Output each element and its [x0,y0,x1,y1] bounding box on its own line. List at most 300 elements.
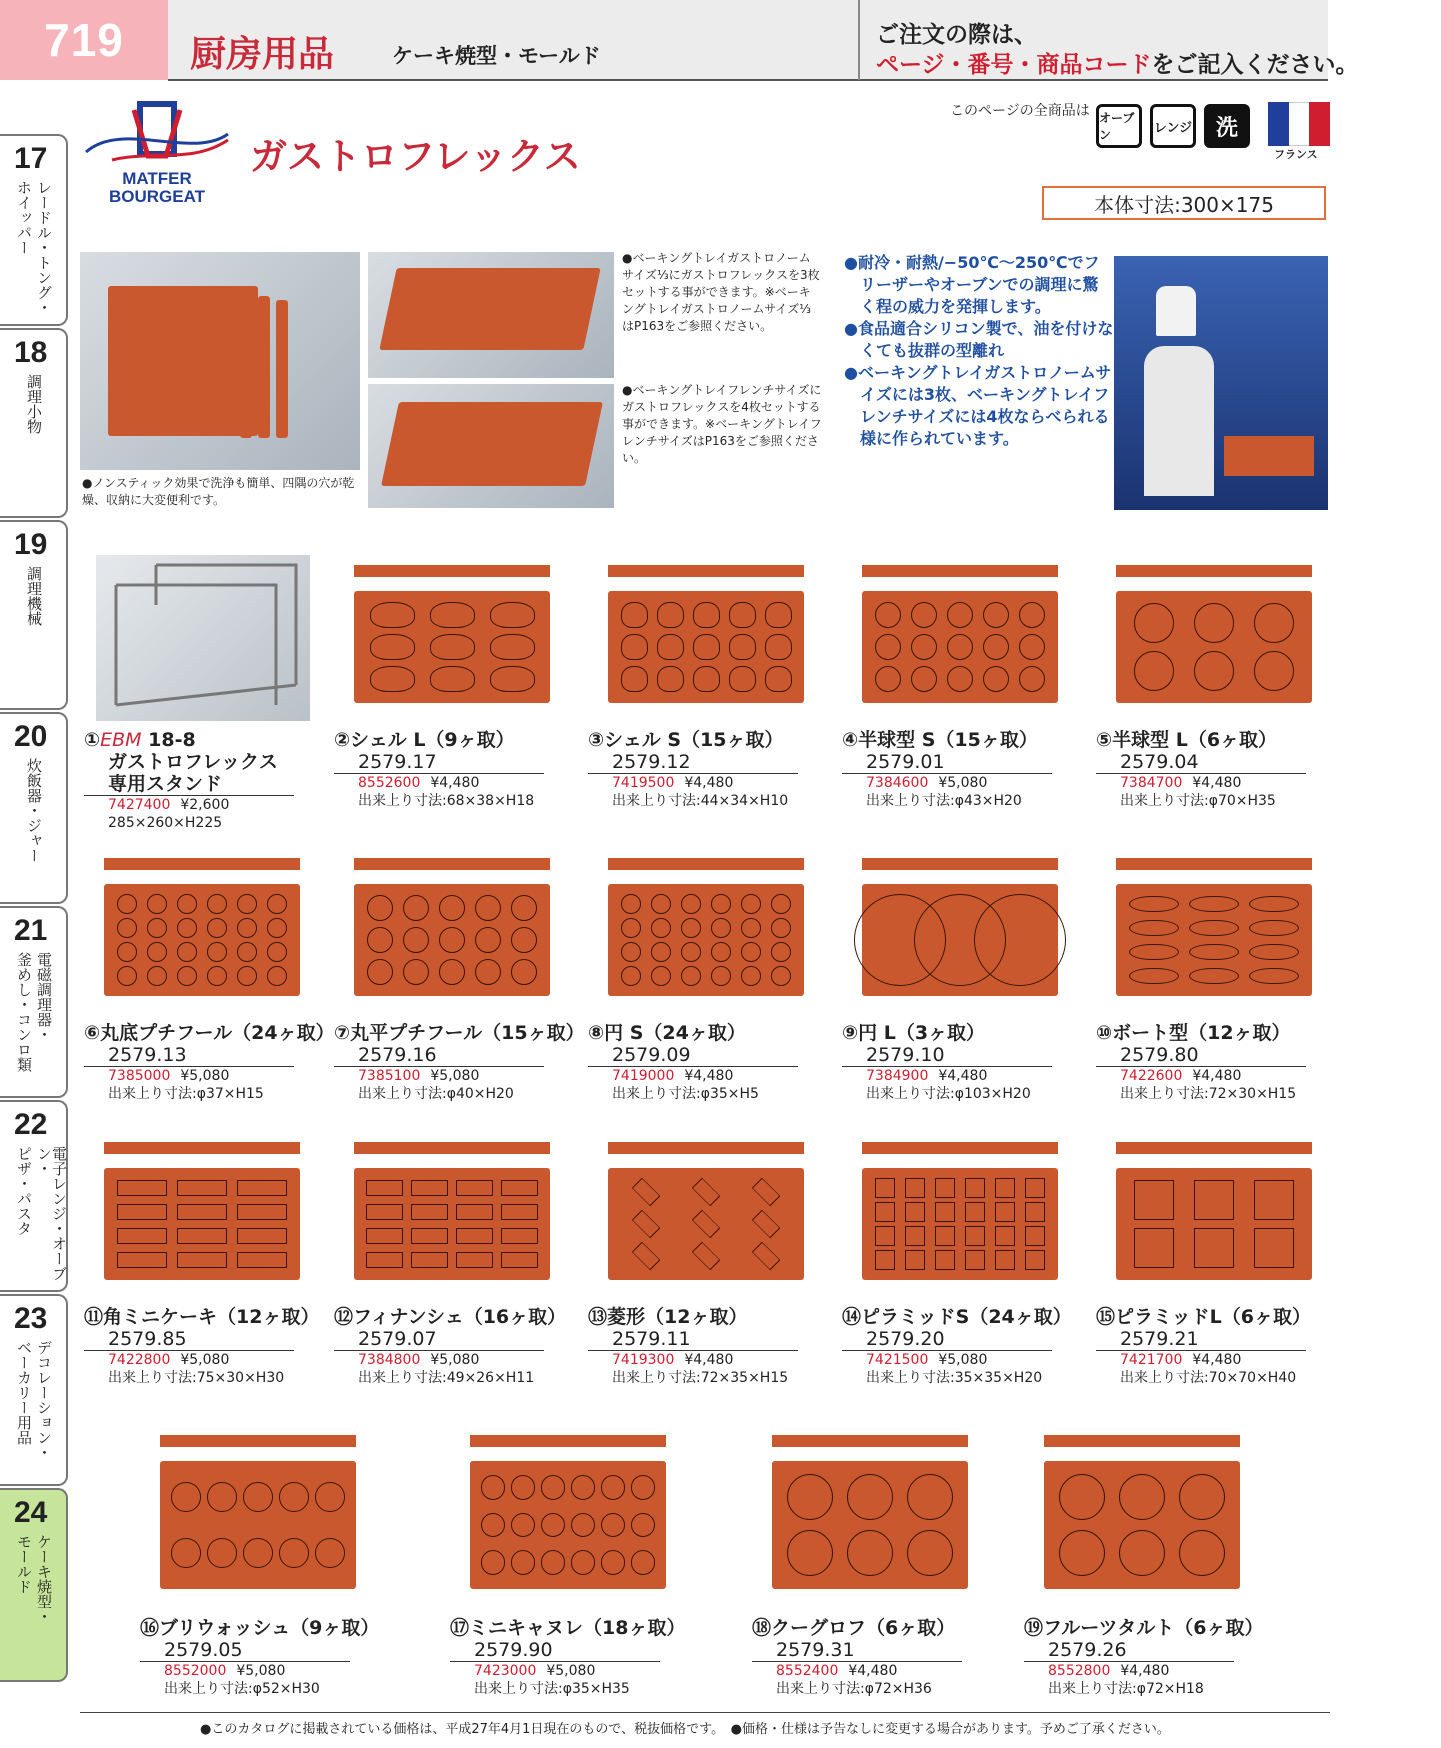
mold-cavity [501,1252,538,1269]
product-model: 2579.21 [1096,1328,1306,1351]
product-model: 専用スタンド [84,773,294,796]
product-dimensions: 出来上り寸法:φ103×H20 [866,1086,1031,1102]
mold-tray [1116,884,1312,996]
mold-cavity [632,1210,661,1239]
mold-cavity [1019,602,1045,628]
product-item [84,848,335,1103]
product-price: ¥4,480 [430,775,480,791]
mold-image [108,286,258,436]
product-title [334,1306,572,1328]
product-name: ミニキャヌレ（18ヶ取） [469,1617,686,1639]
tab-section-23[interactable] [0,1294,68,1486]
mold-cavity [875,666,901,692]
mold-cavity [771,918,791,938]
mold-cavity [1179,1530,1225,1576]
product-number: ④ [842,729,859,751]
product-item [450,1425,700,1698]
mold-cavity [207,1538,237,1568]
mold-cavity [681,894,701,914]
mold-cavity [741,942,761,962]
product-number: ⑪ [84,1306,104,1328]
product-dimensions: 出来上り寸法:70×70×H40 [1120,1370,1297,1386]
mold-cavity [935,1226,955,1246]
mold-cavity [657,634,684,660]
product-price-row [752,1662,1002,1680]
product-image [450,1425,700,1613]
product-item [588,848,826,1103]
mold-cavity [601,1550,626,1575]
product-model: 2579.26 [1024,1639,1234,1662]
mold-cavity [875,1178,895,1198]
product-name-line2: ガストロフレックス [108,751,278,773]
mold-cavity [965,1250,985,1270]
mold-cavity [693,634,720,660]
product-price: ¥4,480 [848,1663,898,1679]
mold-cavity [439,927,465,953]
mold-cavity [651,942,671,962]
product-price-row [1096,774,1334,792]
product-image [842,848,1080,1018]
tab-number: 17 [14,142,48,175]
product-image [588,555,826,725]
product-image [842,555,1080,725]
mold-cavity [651,894,671,914]
tab-number: 23 [14,1302,48,1335]
product-name: シェル L（9ヶ取） [350,729,515,751]
product-model: 2579.01 [842,751,1052,774]
mold-cavity [117,894,137,914]
product-price: ¥5,080 [236,1663,286,1679]
mold-cavity [741,966,761,986]
mold-tray [354,1168,550,1280]
product-code: 8552800 [1048,1663,1111,1679]
mold-cavity [177,1204,226,1221]
product-price: ¥4,480 [684,1068,734,1084]
mold-cavity [147,942,167,962]
product-title [842,729,1080,751]
tab-label-2: ピザ・パスタ [15,1146,33,1236]
mold-profile [608,565,804,577]
mold-cavity [1025,1250,1045,1270]
mold-cavity [651,918,671,938]
mold-cavity [935,1250,955,1270]
product-number: ① [84,729,101,751]
mold-cavity [571,1475,596,1500]
product-title [1096,1022,1334,1044]
mold-cavity [267,966,287,986]
product-code: 7422800 [108,1352,171,1368]
product-item [84,555,322,832]
tab-label-2: ホイッパー [15,180,33,255]
mold-cavity [490,666,535,692]
mold-cavity [692,1242,721,1271]
mold-cavity [1019,666,1045,692]
product-code: 8552400 [776,1663,839,1679]
mold-cavity [1025,1202,1045,1222]
mold-cavity [631,1513,656,1538]
product-code: 7384700 [1120,775,1183,791]
mold-profile [1116,1142,1312,1154]
tab-label-2: モールド [15,1534,33,1594]
mold-cavity [481,1475,506,1500]
product-name: シェル S（15ヶ取） [604,729,784,751]
product-code: 7422600 [1120,1068,1183,1084]
mold-cavity [693,602,720,628]
order-notice-highlight: ページ・番号・商品コード [876,52,1152,78]
page-category: 厨房用品 [190,34,335,75]
mold-cavity [631,1475,656,1500]
mold-cavity [657,602,684,628]
mold-cavity [117,918,137,938]
mold-cavity [366,1228,403,1245]
product-price-row [842,774,1080,792]
mold-image [276,300,288,438]
mold-cavity [1025,1178,1045,1198]
tab-number: 20 [14,720,48,753]
product-price-row [588,1351,826,1369]
tab-section-17[interactable] [0,134,68,326]
mold-cavity [511,1550,536,1575]
product-price: ¥5,080 [938,1352,988,1368]
mold-cavity [207,894,227,914]
mold-cavity [651,966,671,986]
chef-hat [1156,286,1196,336]
product-image [588,848,826,1018]
mold-cavity [267,942,287,962]
mold-cavity [243,1538,273,1568]
product-title [842,1022,1080,1044]
product-name: 菱形（12ヶ取） [607,1306,748,1328]
mold-cavity [207,966,227,986]
mold-image [258,296,270,438]
tab-section-18[interactable] [0,328,68,518]
product-model: 2579.05 [140,1639,350,1662]
mold-image [379,268,600,350]
mold-cavity [237,1252,286,1269]
mold-cavity [1025,1226,1045,1246]
french-caption: ●ベーキングトレイフレンチサイズにガストロフレックスを4枚セットする事ができます。※ベーキングトレイフレンチサイズはP163をご参照ください。 [622,383,822,465]
microwave-safe-icon: レンジ [1150,104,1196,148]
mold-cavity [681,918,701,938]
mold-tray [104,884,300,996]
mold-cavity [905,1202,925,1222]
product-name: クーグロフ（6ヶ取） [771,1617,956,1639]
mold-tray [862,591,1058,703]
product-image [84,1132,322,1302]
product-code: 7423000 [474,1663,537,1679]
product-model: 2579.04 [1096,751,1306,774]
mold-cavity [207,1482,237,1512]
product-price: ¥5,080 [430,1068,480,1084]
product-price: ¥5,080 [180,1068,230,1084]
mold-cavity [995,1178,1015,1198]
mold-image [240,292,252,438]
mold-cavity [771,942,791,962]
mold-cavity [501,1228,538,1245]
mold-cavity [237,1228,286,1245]
product-number: ⑮ [1096,1306,1116,1328]
mold-cavity [243,1482,273,1512]
tab-label-2: 釜めし・コンロ類 [15,952,33,1072]
product-code: 7421500 [866,1352,929,1368]
mold-cavity [541,1513,566,1538]
mold-profile [1116,858,1312,870]
mold-cavity [1254,603,1293,642]
mold-profile [354,565,550,577]
mold-cavity [965,1178,985,1198]
product-code: 8552000 [164,1663,227,1679]
product-model: 2579.10 [842,1044,1052,1067]
tab-section-19[interactable] [0,520,68,710]
product-item [842,848,1080,1103]
mold-cavity [490,634,535,660]
tab-section-24[interactable] [0,1488,68,1682]
product-title [588,1022,826,1044]
mold-cavity [511,927,537,953]
product-image [1096,848,1334,1018]
mold-cavity [177,1228,226,1245]
mold-cavity [403,927,429,953]
product-code: 7419500 [612,775,675,791]
mold-cavity [490,602,535,628]
tab-number: 18 [14,336,48,369]
mold-cavity [279,1538,309,1568]
product-name: 丸底プチフール（24ヶ取） [100,1022,335,1044]
mold-tray [772,1461,968,1589]
product-number: ② [334,729,351,751]
mold-cavity [657,666,684,692]
mold-cavity [177,1180,226,1197]
product-dimensions: 出来上り寸法:72×35×H15 [612,1370,789,1386]
mold-cavity [947,602,973,628]
mold-cavity [237,894,257,914]
product-dimensions: 出来上り寸法:68×38×H18 [358,793,535,809]
mold-profile [862,858,1058,870]
mold-cavity [207,942,227,962]
country-label: フランス [1274,148,1318,161]
mold-cavity [1129,968,1178,985]
mold-profile [1116,565,1312,577]
mold-tray [1044,1461,1240,1589]
mold-cavity [765,602,792,628]
mold-cavity [983,666,1009,692]
product-code: 7384800 [358,1352,421,1368]
footer-note: ●このカタログに掲載されている価格は、平成27年4月1日現在のもので、税抜価格です。 ●価格・仕様は予告なしに変更する場合があります。予めご了承ください。 [200,1722,1170,1737]
product-code: 7384900 [866,1068,929,1084]
mold-cavity [621,634,648,660]
product-price: ¥4,480 [684,1352,734,1368]
mold-cavity [1129,896,1178,913]
mold-cavity [729,666,756,692]
tab-section-20[interactable] [0,712,68,904]
product-number: ⑨ [842,1022,859,1044]
product-dimensions: 出来上り寸法:φ35×H5 [612,1086,759,1102]
product-number: ⑰ [450,1617,470,1639]
product-image [334,555,572,725]
mold-cavity [1059,1530,1105,1576]
mold-cavity [267,918,287,938]
product-item [1096,848,1334,1103]
mold-cavity [430,634,475,660]
mold-cavity [171,1538,201,1568]
product-image [1096,555,1334,725]
mold-cavity [875,1250,895,1270]
mold-cavity [621,894,641,914]
product-model: 2579.85 [84,1328,294,1351]
pastry-tray [1224,436,1314,476]
product-code: 7419300 [612,1352,675,1368]
mold-cavity [621,666,648,692]
mold-cavity [983,634,1009,660]
mold-cavity [621,942,641,962]
product-number: ⑫ [334,1306,354,1328]
tab-label: ケーキ焼型・ [35,1534,53,1624]
product-price-row [84,1351,322,1369]
product-model: 2579.80 [1096,1044,1306,1067]
product-item [588,555,826,810]
mold-cavity [911,666,937,692]
mold-cavity [905,1250,925,1270]
mold-cavity [771,966,791,986]
page-subcategory: ケーキ焼型・モールド [392,44,601,68]
mold-tray [160,1461,356,1589]
french-tray-photo [368,384,614,508]
mold-cavity [511,959,537,985]
product-price: ¥5,080 [938,775,988,791]
washable-icon: 洗 [1204,104,1250,148]
mold-cavity [1194,651,1233,690]
mold-cavity [1254,1180,1293,1219]
mold-cavity [632,1178,661,1207]
body-size-box: 本体寸法:300×175 [1042,186,1326,220]
order-notice-line1: ご注文の際は、 [876,22,1037,48]
mold-cavity [367,895,393,921]
product-price-row [334,1067,572,1085]
mold-cavity [741,918,761,938]
mold-tray [470,1461,666,1589]
mold-cavity [177,894,197,914]
product-price-row [84,1067,322,1085]
mold-cavity [456,1228,493,1245]
france-flag-icon [1268,102,1330,146]
tab-label: デコレーション・ [35,1340,53,1460]
mold-cavity [1254,651,1293,690]
footer-rule [80,1712,1330,1713]
product-item [334,555,572,810]
mold-cavity [621,966,641,986]
mold-cavity [1119,1474,1165,1520]
mold-cavity [456,1180,493,1197]
mold-cavity [601,1475,626,1500]
mold-cavity [367,959,393,985]
product-model: 2579.16 [334,1044,544,1067]
feature-item: ●耐冷・耐熱/−50℃〜250℃でフリーザーやオーブンでの調理に驚く程の威力を発揮します。 [844,253,1100,316]
product-model: 2579.13 [84,1044,294,1067]
product-image [96,555,310,721]
mold-cavity [237,1180,286,1197]
mold-cavity [177,1252,226,1269]
mold-cavity [117,942,137,962]
mold-cavity [771,894,791,914]
product-price: ¥5,080 [180,1352,230,1368]
mold-cavity [983,602,1009,628]
mold-cavity [847,1530,893,1576]
feature-list [844,252,1114,450]
mold-tray [608,884,804,996]
product-item [1024,1425,1274,1698]
mold-cavity [475,927,501,953]
mold-profile [608,1142,804,1154]
mold-cavity [237,1204,286,1221]
product-number: ⑧ [588,1022,605,1044]
mold-cavity [1119,1530,1165,1576]
tab-label: 調理機械 [25,566,43,626]
mold-tray [862,1168,1058,1280]
tab-section-22[interactable] [0,1100,68,1292]
gastronorm-tray-photo [368,252,614,378]
mold-cavity [117,1252,166,1269]
mold-profile [104,1142,300,1154]
product-title [588,729,826,751]
product-dimensions: 出来上り寸法:44×34×H10 [612,793,789,809]
mold-image [381,402,603,486]
product-number: ⑥ [84,1022,101,1044]
mold-cavity [511,895,537,921]
mold-cavity [1179,1474,1225,1520]
tab-section-21[interactable] [0,906,68,1098]
product-price-row [1024,1662,1274,1680]
mold-cavity [147,918,167,938]
product-code: 7384600 [866,775,929,791]
mold-cavity [621,602,648,628]
product-item [752,1425,1002,1698]
mold-cavity [117,1204,166,1221]
product-name: フルーツタルト（6ヶ取） [1043,1617,1264,1639]
mold-cavity [1189,968,1238,985]
product-name: 18-8 [141,729,196,751]
product-dimensions: 出来上り寸法:φ72×H18 [1048,1681,1204,1697]
product-model: 2579.20 [842,1328,1052,1351]
mold-cavity [571,1550,596,1575]
product-price: ¥4,480 [684,775,734,791]
mold-cavity [475,959,501,985]
product-code: 7421700 [1120,1352,1183,1368]
all-items-label: このページの全商品は [950,103,1090,119]
mold-cavity [752,1178,781,1207]
product-item [842,555,1080,810]
mold-cavity [541,1475,566,1500]
product-item [842,1132,1080,1387]
mold-cavity [847,1474,893,1520]
mold-profile [608,858,804,870]
mold-cavity [1134,603,1173,642]
product-title [752,1617,1002,1639]
product-price: ¥4,480 [1192,1068,1242,1084]
mold-cavity [1249,920,1298,937]
brand-name: ガストロフレックス [250,135,581,178]
mold-cavity [366,1204,403,1221]
mold-profile [354,858,550,870]
mold-cavity [1194,603,1233,642]
product-number: ⑦ [334,1022,351,1044]
mold-cavity [601,1513,626,1538]
product-price-row [84,796,322,814]
mold-cavity [1194,1180,1233,1219]
mold-cavity [729,602,756,628]
mold-cavity [621,918,641,938]
product-code: 7385100 [358,1068,421,1084]
tab-number: 24 [14,1496,48,1529]
